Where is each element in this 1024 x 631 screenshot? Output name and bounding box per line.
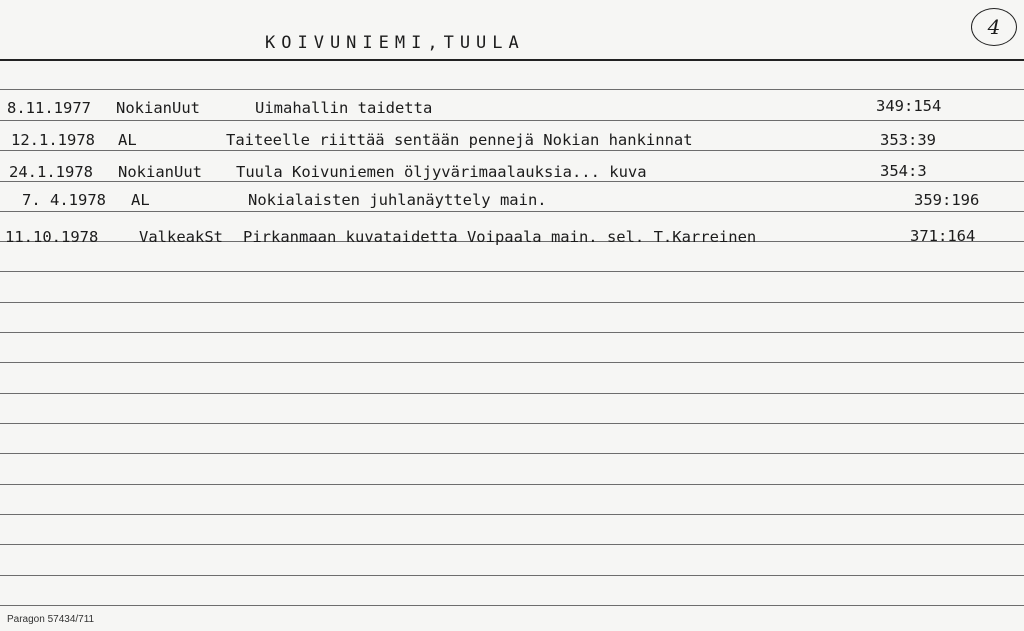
entry-ref: 349:154	[876, 97, 942, 115]
entry-ref: 354:3	[880, 162, 927, 180]
entry-text: Taiteelle riittää sentään pennejä Nokian hankinnat	[226, 131, 693, 149]
ruled-line	[0, 150, 1024, 151]
entry-text: Uimahallin taidetta	[255, 99, 433, 117]
ruled-line	[0, 89, 1024, 90]
ruled-line	[0, 423, 1024, 424]
entry-source: NokianUut	[118, 163, 202, 181]
ruled-line	[0, 332, 1024, 333]
card-title: KOIVUNIEMI,TUULA	[265, 33, 525, 53]
entry-source: ValkeakSt	[139, 228, 223, 246]
ruled-line	[0, 302, 1024, 303]
ruled-line	[0, 544, 1024, 545]
entry-ref: 353:39	[880, 131, 936, 149]
entry-source: NokianUut	[116, 99, 200, 117]
page-number: 4	[971, 8, 1017, 46]
entry-text: Pirkanmaan kuvataidetta Voipaala main. sel. T.Karreinen	[243, 228, 757, 246]
ruled-line	[0, 181, 1024, 182]
ruled-line	[0, 575, 1024, 576]
ruled-line	[0, 484, 1024, 485]
entry-date: 7. 4.1978	[22, 191, 106, 209]
entry-date: 8.11.1977	[7, 99, 91, 117]
ruled-line	[0, 120, 1024, 121]
entry-date: 12.1.1978	[11, 131, 95, 149]
ruled-line	[0, 362, 1024, 363]
ruled-line	[0, 393, 1024, 394]
card-footer: Paragon 57434/711	[7, 614, 95, 625]
entry-source: AL	[131, 191, 150, 209]
ruled-line	[0, 453, 1024, 454]
entry-source: AL	[118, 131, 137, 149]
ruled-line	[0, 514, 1024, 515]
ruled-line	[0, 605, 1024, 606]
ruled-line	[0, 211, 1024, 212]
ruled-line	[0, 271, 1024, 272]
entry-date: 11.10.1978	[5, 228, 99, 246]
entry-text: Nokialaisten juhlanäyttely main.	[248, 191, 547, 209]
entry-date: 24.1.1978	[9, 163, 93, 181]
entry-ref: 359:196	[914, 191, 980, 209]
entry-ref: 371:164	[910, 227, 976, 245]
header-rule	[0, 59, 1024, 61]
entry-text: Tuula Koivuniemen öljyvärimaalauksia... kuva	[236, 163, 647, 181]
